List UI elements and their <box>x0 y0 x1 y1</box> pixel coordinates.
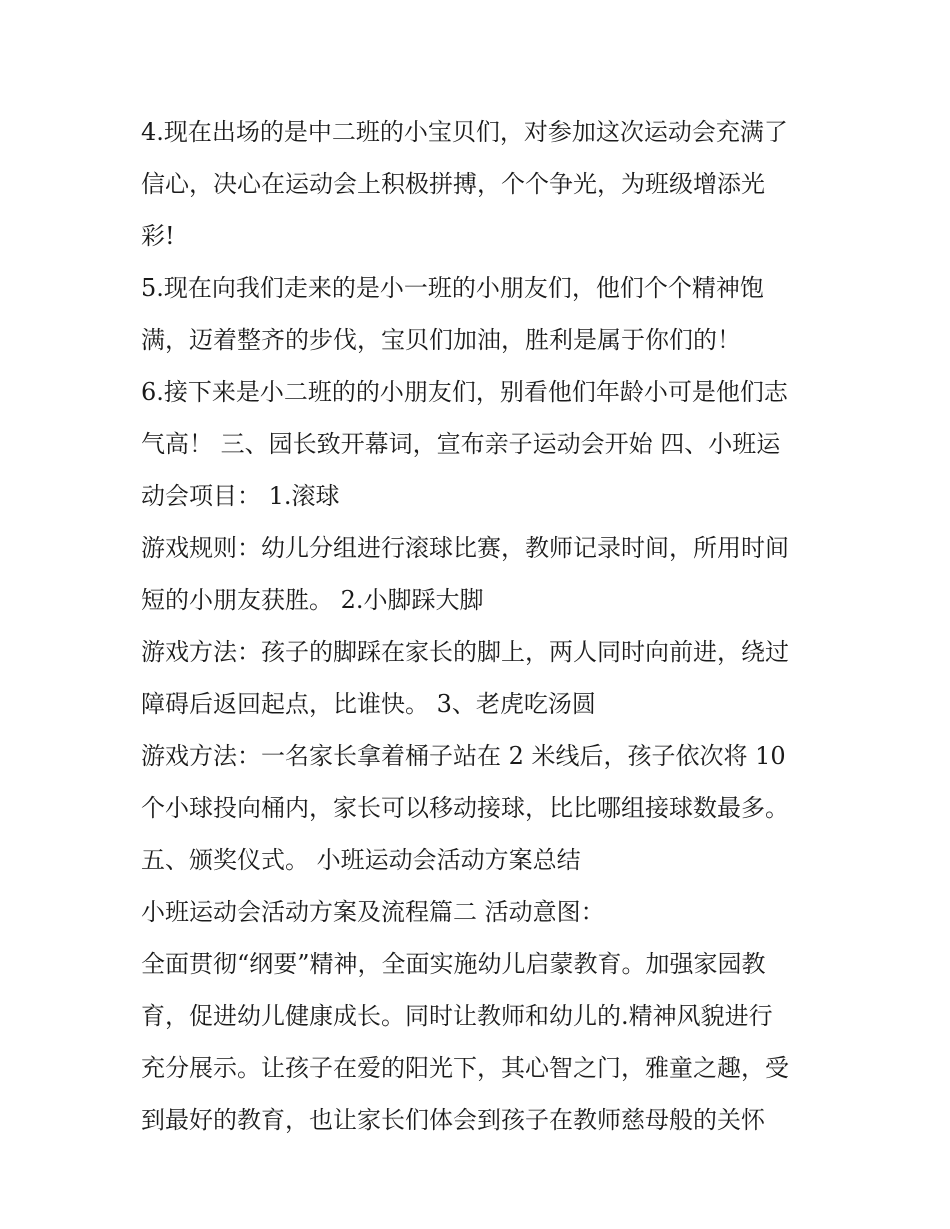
text-line: 游戏方法：孩子的脚踩在家长的脚上，两人同时向前进，绕过 <box>141 638 789 666</box>
text-line: 彩! <box>141 222 175 250</box>
text-line: 信心，决心在运动会上积极拼搏，个个争光，为班级增添光 <box>141 170 765 198</box>
text-line: 充分展示。让孩子在爱的阳光下，其心智之门，雅童之趣，受 <box>141 1054 789 1082</box>
text-line: 6.接下来是小二班的的小朋友们，别看他们年龄小可是他们志 <box>141 378 788 406</box>
text-line: 满，迈着整齐的步伐，宝贝们加油，胜利是属于你们的！ <box>141 326 741 354</box>
text-line: 4.现在出场的是中二班的小宝贝们，对参加这次运动会充满了 <box>141 118 788 146</box>
text-line: 五、颁奖仪式。 小班运动会活动方案总结 <box>141 846 581 874</box>
text-line: 育，促进幼儿健康成长。同时让教师和幼儿的.精神风貌进行 <box>141 1002 773 1030</box>
text-line: 小班运动会活动方案及流程篇二 活动意图： <box>141 898 605 926</box>
text-line: 短的小朋友获胜。 2.小脚踩大脚 <box>141 586 484 614</box>
text-line: 5.现在向我们走来的是小一班的小朋友们，他们个个精神饱 <box>141 274 764 302</box>
text-line: 个小球投向桶内，家长可以移动接球，比比哪组接球数最多。 <box>141 794 789 822</box>
text-line: 气高！ 三、园长致开幕词，宣布亲子运动会开始 四、小班运 <box>141 430 781 458</box>
text-line: 游戏规则：幼儿分组进行滚球比赛，教师记录时间，所用时间 <box>141 534 789 562</box>
document-body <box>141 106 821 1146</box>
text-line: 游戏方法：一名家长拿着桶子站在 2 米线后，孩子依次将 10 <box>141 742 786 770</box>
text-line: 动会项目： 1.滚球 <box>141 482 340 510</box>
text-line: 全面贯彻“纲要”精神，全面实施幼儿启蒙教育。加强家园教 <box>141 950 766 978</box>
text-line: 到最好的教育，也让家长们体会到孩子在教师慈母般的关怀 <box>141 1106 765 1134</box>
text-line: 障碍后返回起点，比谁快。 3、老虎吃汤圆 <box>141 690 596 718</box>
